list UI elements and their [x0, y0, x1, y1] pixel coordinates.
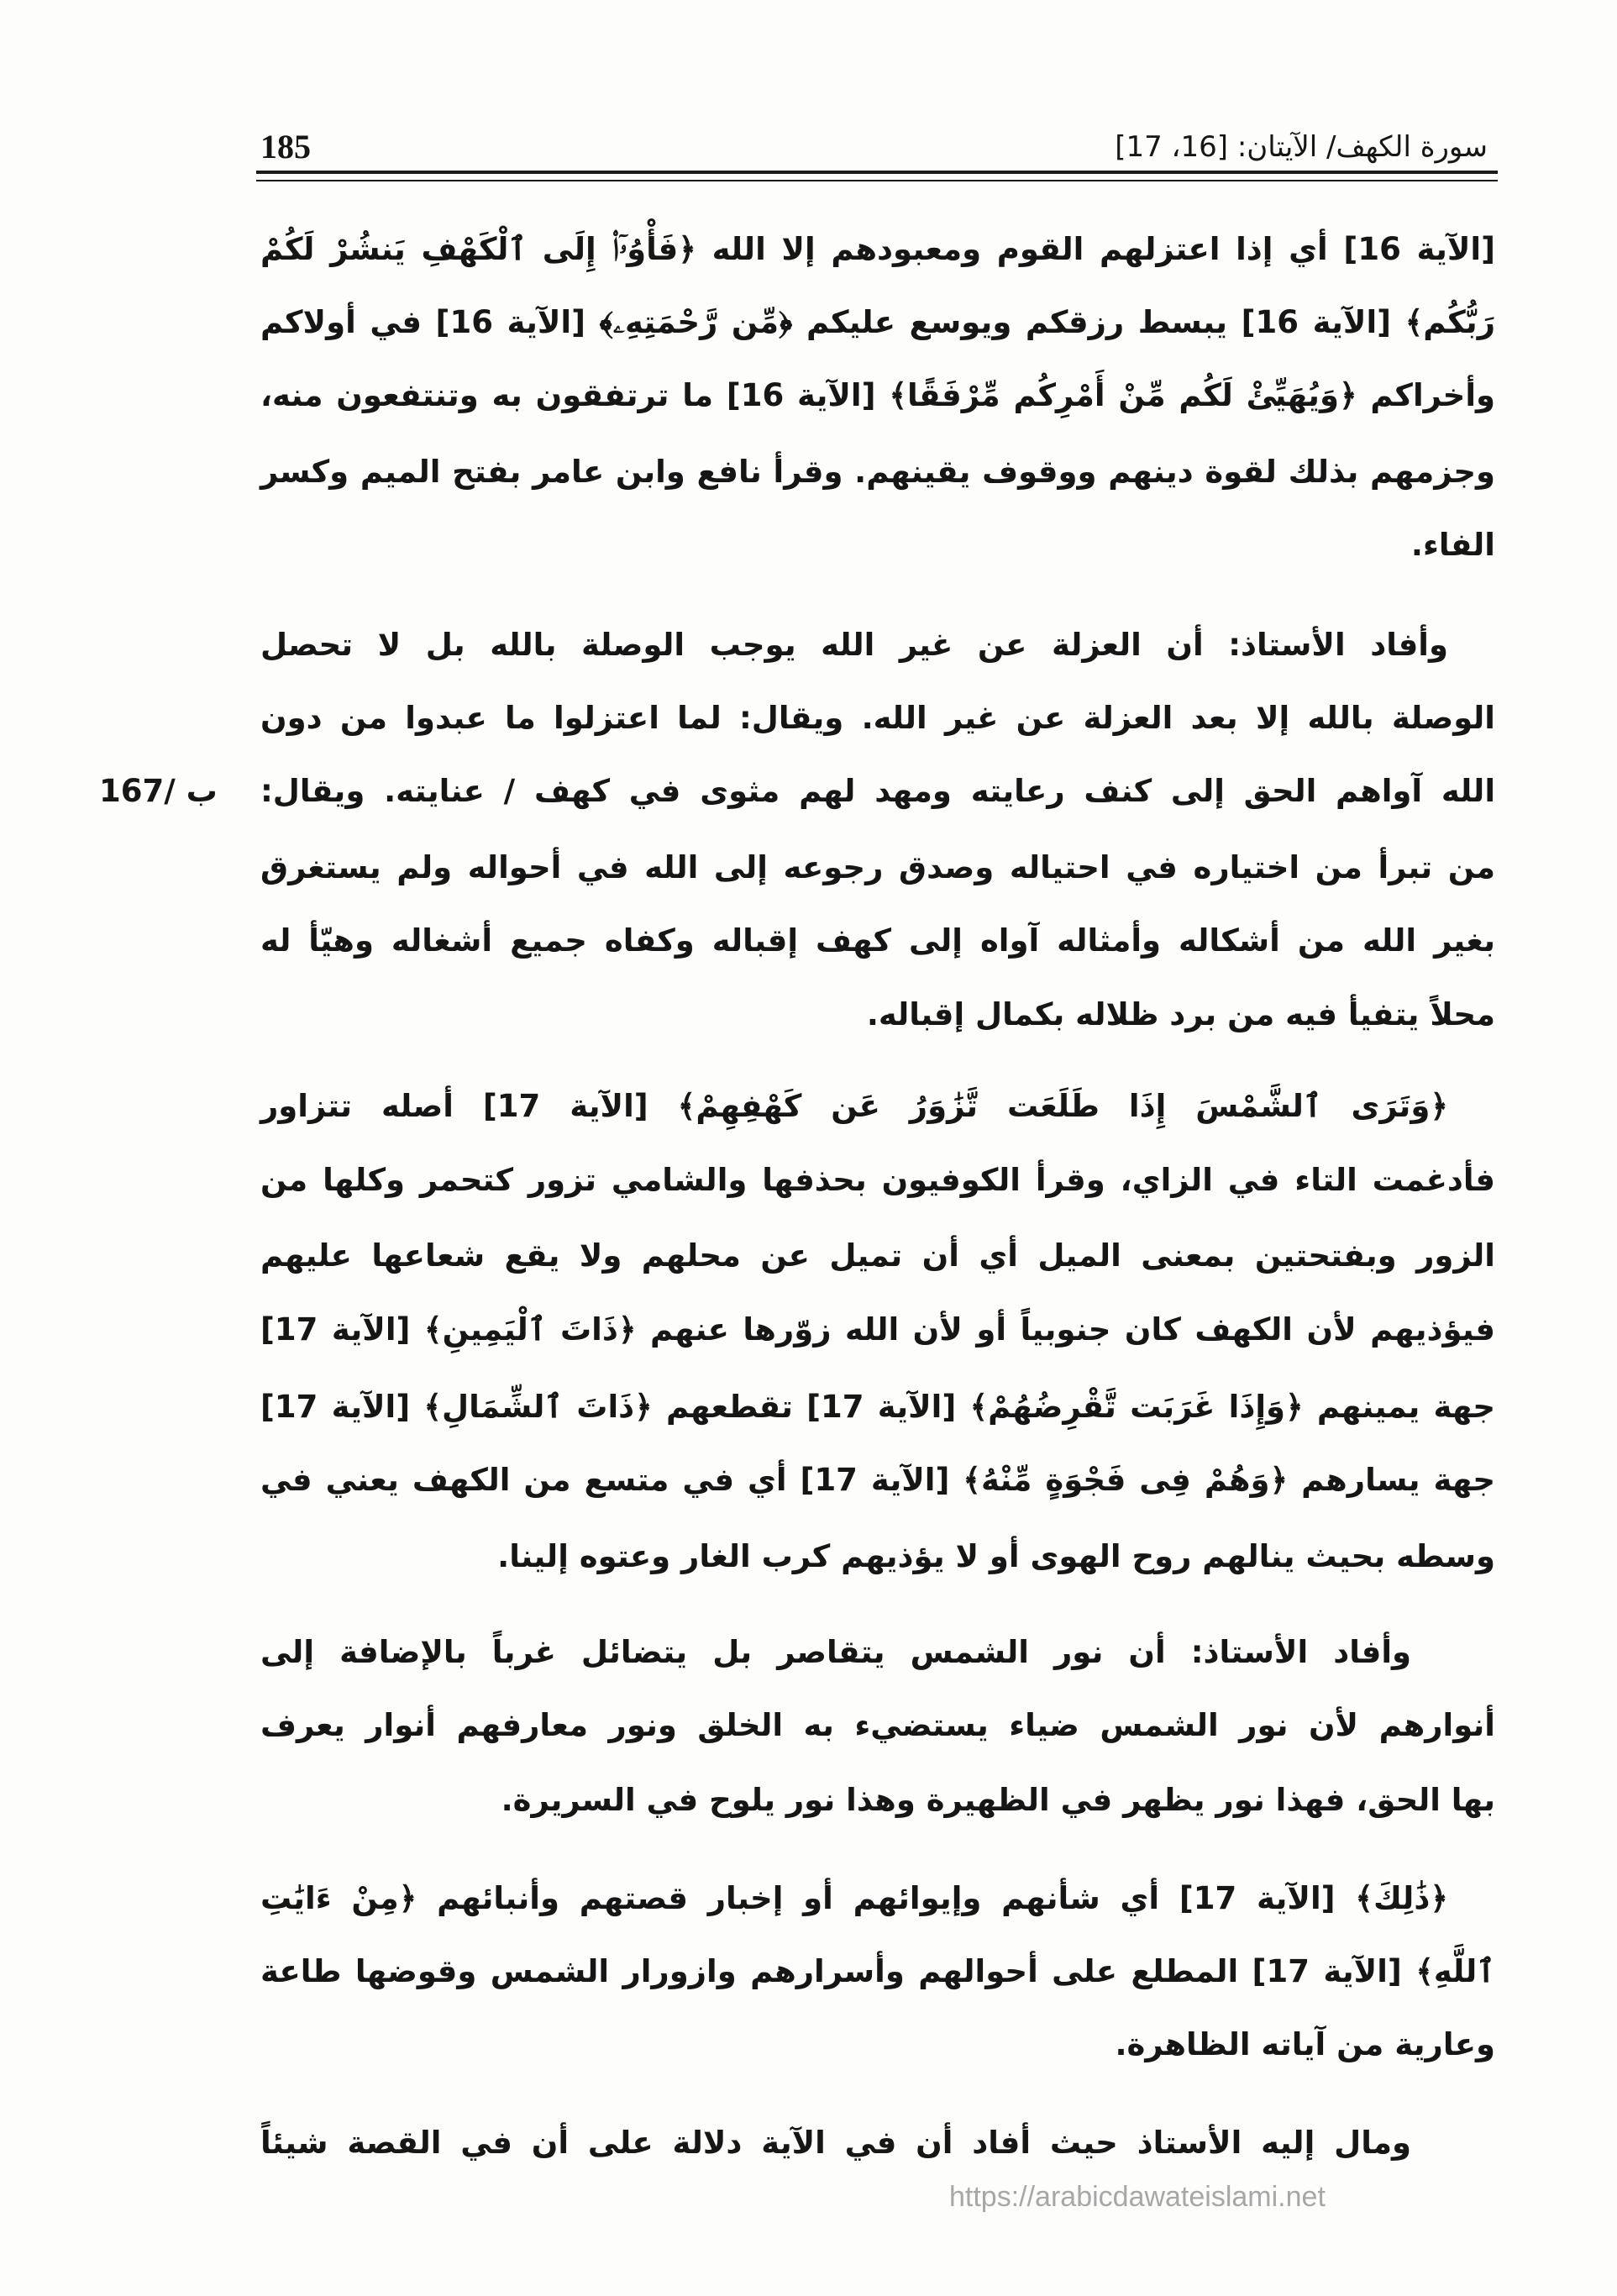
text-line: وسطه بحيث ينالهم روح الهوى أو لا يؤذيهم كرب الغار وعتوه إلينا.: [497, 1538, 1495, 1574]
watermark-url: https://arabicdawateislami.net: [949, 2181, 1326, 2213]
header-rule-thick: [256, 171, 1498, 174]
text-line: الزور وبفتحتين بمعنى الميل أي أن تميل عن محلهم ولا يقع شعاعها عليهم: [260, 1237, 1495, 1274]
text-line: ٱللَّهِ﴾ [الآية 17] المطلع على أحوالهم وأسرارهم وازورار الشمس وقوضها طاعة: [260, 1953, 1495, 1989]
text-line: رَبُّكُم﴾ [الآية 16] يبسط رزقكم ويوسع عليكم ﴿مِّن رَّحْمَتِهِۦ﴾ [الآية 16] في أولاكم: [260, 304, 1495, 340]
text-line: ومال إليه الأستاذ حيث أفاد أن في الآية دلالة على أن في القصة شيئاً: [260, 2125, 1411, 2161]
text-line: بغير الله من أشكاله وأمثاله آواه إلى كهف إقباله وكفاه جميع أشغاله وهيّأ له: [260, 922, 1495, 959]
margin-folio-note: 167/ ب: [99, 773, 218, 809]
text-line: أنوارهم لأن نور الشمس ضياء يستضيء به الخلق ونور معارفهم أنوار يعرف: [260, 1707, 1495, 1743]
text-line: فيؤذيهم لأن الكهف كان جنوبياً أو لأن الله زوّرها عنهم ﴿ذَاتَ ٱلْيَمِينِ﴾ [الآية 17]: [260, 1311, 1495, 1348]
running-title: سورة الكهف/ الآيتان: [16، 17]: [1115, 130, 1488, 164]
page-number: 185: [260, 128, 311, 166]
text-line: جهة يسارهم ﴿وَهُمْ فِى فَجْوَةٍ مِّنْهُ﴾ [الآية 17] أي في متسع من الكهف يعني في: [260, 1462, 1495, 1498]
text-line: جهة يمينهم ﴿وَإِذَا غَرَبَت تَّقْرِضُهُمْ﴾ [الآية 17] تقطعهم ﴿ذَاتَ ٱلشِّمَالِ﴾ [الآية 17]: [260, 1389, 1495, 1425]
text-line: من تبرأ من اختياره في احتياله وصدق رجوعه إلى الله في أحواله ولم يستغرق: [260, 849, 1495, 885]
text-line: وعارية من آياته الظاهرة.: [1115, 2026, 1495, 2062]
text-line: بها الحق، فهذا نور يظهر في الظهيرة وهذا نور يلوح في السريرة.: [501, 1782, 1495, 1818]
text-line: وجزمهم بذلك لقوة دينهم ووقوف يقينهم. وقرأ نافع وابن عامر بفتح الميم وكسر: [260, 454, 1495, 490]
text-line: [الآية 16] أي إذا اعتزلهم القوم ومعبودهم إلا الله ﴿فَأْوُۥٓا۟ إِلَى ٱلْكَهْفِ يَنشُرْ لَكُمْ: [260, 231, 1495, 267]
header-rule-thin: [256, 180, 1498, 181]
text-line: وأخراكم ﴿وَيُهَيِّئْ لَكُم مِّنْ أَمْرِكُم مِّرْفَقًا﴾ [الآية 16] ما ترتفقون به وتنتفعون منه،: [260, 377, 1495, 413]
text-line: ﴿ذَٰلِكَ﴾ [الآية 17] أي شأنهم وإيوائهم أو إخبار قصتهم وأنبائهم ﴿مِنْ ءَايَٰتِ: [260, 1880, 1448, 1916]
text-line: محلاً يتفيأ فيه من برد ظلاله بكمال إقباله.: [866, 996, 1495, 1032]
text-line: الله آواهم الحق إلى كنف رعايته ومهد لهم مثوى في كهف / عنايته. ويقال:: [260, 773, 1495, 809]
text-line: الفاء.: [1410, 527, 1495, 563]
text-line: وأفاد الأستاذ: أن العزلة عن غير الله يوجب الوصلة بالله بل لا تحصل: [260, 627, 1448, 663]
text-line: فأدغمت التاء في الزاي، وقرأ الكوفيون بحذفها والشامي تزور كتحمر وكلها من: [260, 1162, 1495, 1198]
text-line: ﴿وَتَرَى ٱلشَّمْسَ إِذَا طَلَعَت تَّزَٰوَرُ عَن كَهْفِهِمْ﴾ [الآية 17] أصله تتزاور: [260, 1088, 1448, 1124]
text-line: وأفاد الأستاذ: أن نور الشمس يتقاصر بل يتضائل غرباً بالإضافة إلى: [260, 1634, 1411, 1670]
text-line: الوصلة بالله إلا بعد العزلة عن غير الله. ويقال: لما اعتزلوا ما عبدوا من دون: [260, 700, 1495, 736]
